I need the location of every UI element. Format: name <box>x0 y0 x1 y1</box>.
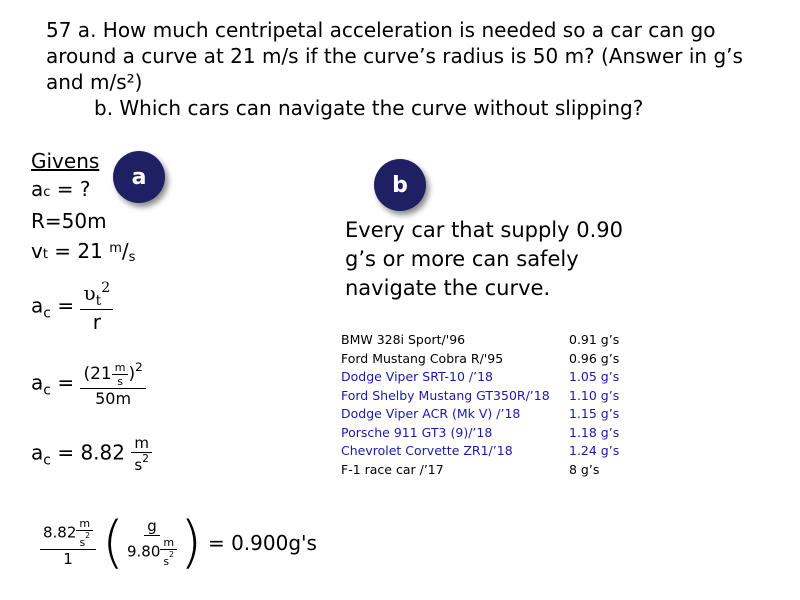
car-lateral-g: 1.05 g’s <box>569 369 620 384</box>
given-radius: R=50m <box>31 209 107 233</box>
question-block <box>46 17 786 121</box>
car-name: F-1 race car /’17 <box>341 461 444 477</box>
car-lateral-g: 0.91 g’s <box>569 332 620 347</box>
question-part-a: 57 a. How much centripetal acceleration is needed so a car can go around a curve at 21 m/s if the curve’s radius is 50 m? (Answer in g’s and m/s²) <box>46 18 743 94</box>
question-part-b: b. Which cars can navigate the curve without slipping? <box>94 96 644 120</box>
car-name: Chevrolet Corvette ZR1/’18 <box>341 443 513 458</box>
car-row <box>341 387 629 406</box>
equation-2: $a_c$ = (21 $\frac{m}{s}$ )$^2$ 50m <box>31 360 146 408</box>
badge-a: a <box>113 151 165 203</box>
given-velocity: vt = 21 $^m$/s <box>31 239 136 265</box>
car-name: Dodge Viper SRT-10 /’18 <box>341 369 493 384</box>
given-ac: ac = ? <box>31 177 91 201</box>
car-row <box>341 350 629 369</box>
car-name: BMW 328i Sport/'96 <box>341 332 466 347</box>
car-lateral-g: 0.96 g’s <box>569 350 620 366</box>
equation-3: $a_c = 8.82$ $\frac{m}{s^2}$ <box>31 434 152 474</box>
car-lateral-g: 1.10 g’s <box>569 387 620 403</box>
car-row <box>341 442 629 461</box>
givens-heading: Givens <box>31 149 100 173</box>
car-lateral-g: 1.24 g’s <box>569 443 620 458</box>
car-row <box>341 405 629 424</box>
car-lateral-g: 1.15 g’s <box>569 406 620 421</box>
equation-1: $a_c$ = $\frac{\upsilon_t^2}{r}$ <box>31 280 113 334</box>
car-row <box>341 368 629 387</box>
car-lateral-g: 1.18 g’s <box>569 424 620 440</box>
car-list <box>341 331 629 479</box>
car-lateral-g: 8 g’s <box>569 461 600 477</box>
car-name: Ford Mustang Cobra R/'95 <box>341 350 504 366</box>
badge-b: b <box>374 159 426 211</box>
car-name: Porsche 911 GT3 (9)/’18 <box>341 424 493 440</box>
car-row <box>341 461 629 480</box>
car-row <box>341 331 629 350</box>
car-row <box>341 424 629 443</box>
car-name: Dodge Viper ACR (Mk V) /’18 <box>341 406 521 421</box>
equation-4: 8.82 $\frac{m}{s^2}$ 1 ( g 9.80 $\frac{m}{s^2}$ ) = 0.900g's <box>40 510 317 575</box>
answer-b-text: Every car that supply 0.90 g’s or more can safely navigate the curve. <box>345 218 624 300</box>
car-name: Ford Shelby Mustang GT350R/’18 <box>341 387 550 403</box>
